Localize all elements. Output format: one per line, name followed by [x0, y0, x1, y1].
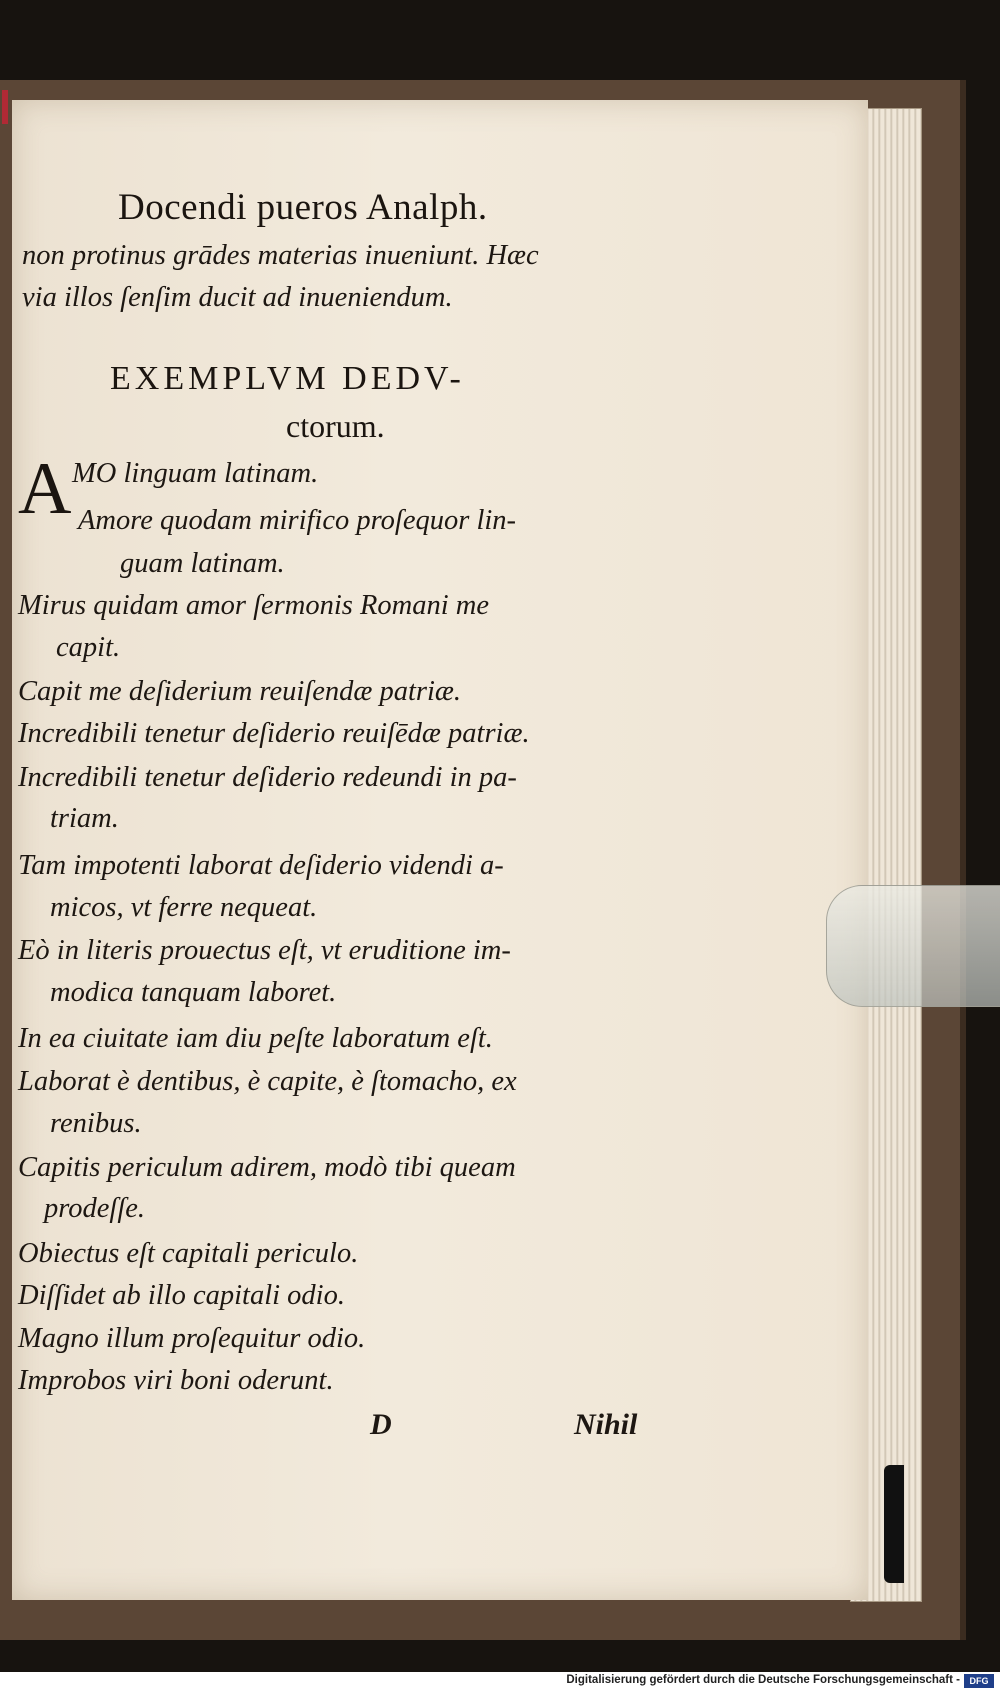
- text-line: Laborat è dentibus, è capite, è ſtomacho, ex: [18, 1066, 517, 1097]
- text-line: MO linguam latinam.: [72, 458, 319, 489]
- text-line: micos, vt ferre nequeat.: [50, 892, 318, 923]
- text-line: In ea ciuitate iam diu peſte laboratum eſt.: [18, 1023, 493, 1054]
- text-line: Magno illum proſequitur odio.: [18, 1323, 366, 1354]
- text-line: modica tanquam laboret.: [50, 977, 337, 1008]
- text-line: prodeſſe.: [44, 1193, 146, 1224]
- text-line: guam latinam.: [120, 548, 285, 579]
- text-line: Eò in literis prouectus eſt, vt eruditione im-: [18, 935, 511, 966]
- text-line: triam.: [50, 803, 119, 834]
- text-line: Mirus quidam amor ſermonis Romani me: [18, 590, 490, 621]
- text-line: non protinus grādes materias inueniunt. Hæc: [22, 240, 539, 271]
- drop-capital: A: [18, 448, 72, 530]
- footer-credit: Digitalisierung gefördert durch die Deutsche Forschungsgemeinschaft -: [566, 1674, 960, 1686]
- page-holder-clip: [826, 885, 1000, 1007]
- text-line: via illos ſenſim ducit ad inueniendum.: [22, 282, 453, 313]
- text-line: Capitis periculum adirem, modò tibi queam: [18, 1152, 516, 1183]
- catchword: Nihil: [574, 1408, 638, 1441]
- text-line: Tam impotenti laborat deſiderio videndi a-: [18, 850, 504, 881]
- text-line: Improbos viri boni oderunt.: [18, 1365, 334, 1396]
- dark-tab: [884, 1465, 904, 1583]
- text-line: Incredibili tenetur deſiderio reuiſēdæ patriæ.: [18, 718, 530, 749]
- dfg-logo: DFG: [964, 1674, 994, 1688]
- section-heading-cont: ctorum.: [286, 408, 385, 444]
- text-line: Diſſidet ab illo capitali odio.: [18, 1280, 345, 1311]
- text-line: Capit me deſiderium reuiſendæ patriæ.: [18, 676, 462, 707]
- signature-mark: D: [370, 1408, 392, 1441]
- text-line: Obiectus eſt capitali periculo.: [18, 1238, 359, 1269]
- bookmark-ribbon: [2, 90, 8, 124]
- running-head: Docendi pueros Analph.: [118, 187, 488, 228]
- section-heading: EXEMPLVM DEDV-: [110, 360, 465, 397]
- text-line: renibus.: [50, 1108, 142, 1139]
- footer-bar: [0, 1672, 1000, 1691]
- text-line: Amore quodam mirifico proſequor lin-: [78, 505, 517, 536]
- text-line: Incredibili tenetur deſiderio redeundi in pa-: [18, 762, 517, 793]
- text-line: capit.: [56, 632, 121, 663]
